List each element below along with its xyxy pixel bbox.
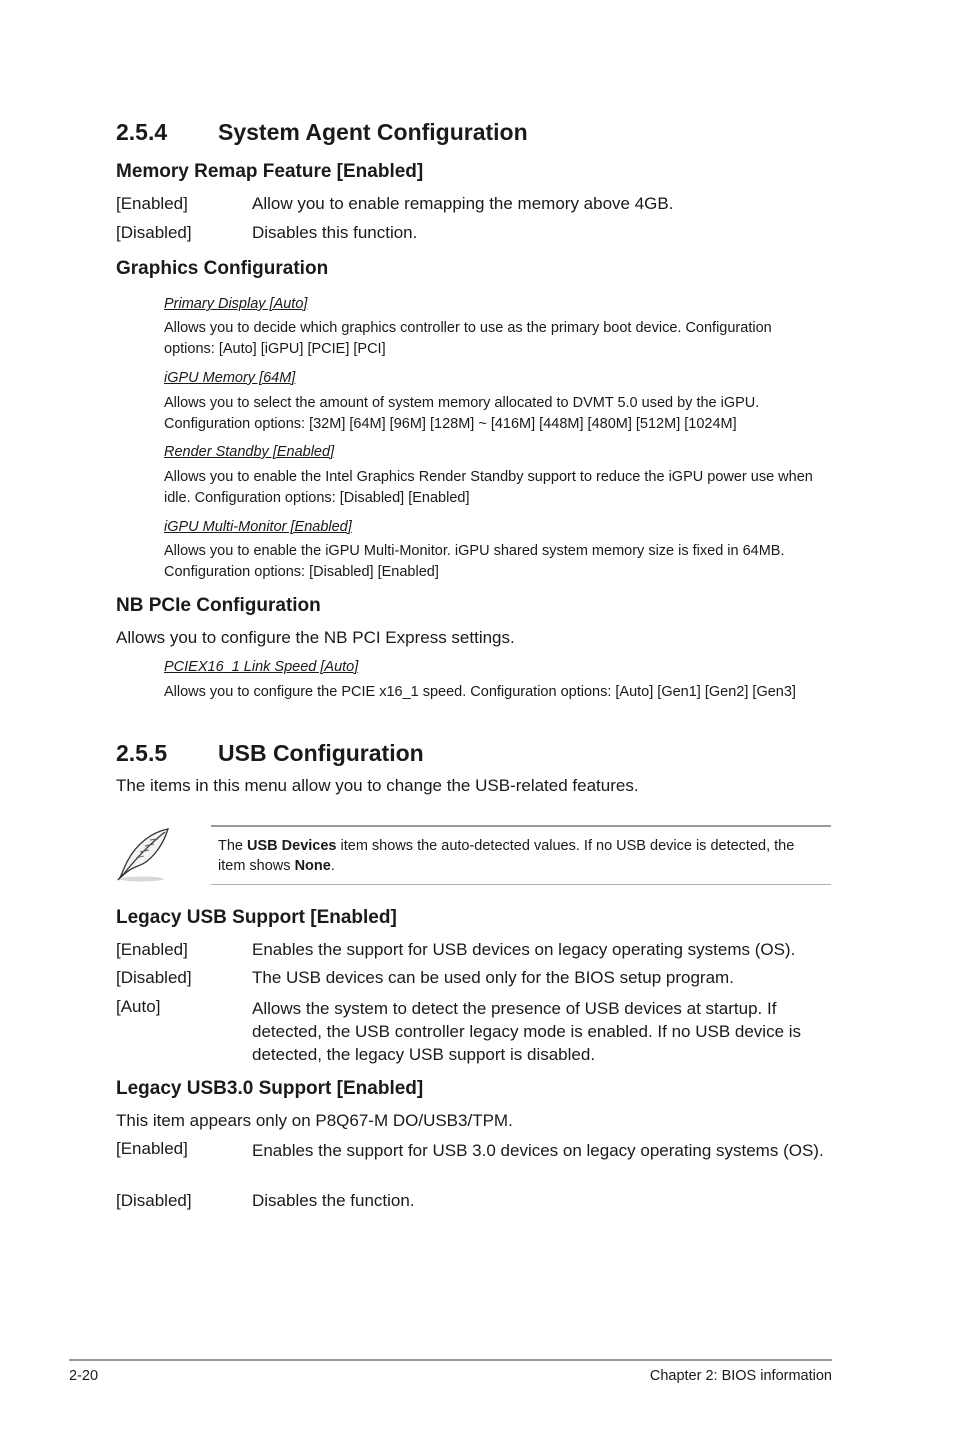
option-key: [Enabled] xyxy=(116,940,188,959)
section-heading-254 xyxy=(116,119,528,146)
pciex16-desc: Allows you to configure the PCIE x16_1 speed. Configuration options: [Auto] [Gen1] [Gen2] [Gen3] xyxy=(164,684,796,700)
section-heading-255 xyxy=(116,740,424,767)
section-title: System Agent Configuration xyxy=(218,119,528,145)
option-desc: Allows the system to detect the presence of USB devices at startup. If detected, the USB controller legacy mode is enabled. If no USB device is detected, the legacy USB support is disabled. xyxy=(252,999,802,1064)
igpu-memory-title: iGPU Memory [64M] xyxy=(164,370,296,386)
option-desc: Enables the support for USB 3.0 devices on legacy operating systems (OS). xyxy=(252,1141,824,1160)
option-desc: Allow you to enable remapping the memory above 4GB. xyxy=(252,194,674,213)
primary-display-title: Primary Display [Auto] xyxy=(164,296,308,312)
option-key: [Disabled] xyxy=(116,1191,192,1210)
usb-config-intro: The items in this menu allow you to change the USB-related features. xyxy=(116,776,639,795)
render-standby-desc: Allows you to enable the Intel Graphics Render Standby support to reduce the iGPU power use when idle. Configuration options: [Disabled] [Enabled] xyxy=(164,469,813,506)
graphics-config-heading: Graphics Configuration xyxy=(116,258,329,279)
nb-pcie-intro: Allows you to configure the NB PCI Express settings. xyxy=(116,628,515,647)
igpu-multimonitor-title: iGPU Multi-Monitor [Enabled] xyxy=(164,519,352,535)
legacy-usb3-intro: This item appears only on P8Q67-M DO/USB3/TPM. xyxy=(116,1111,513,1130)
note-top-rule xyxy=(211,825,831,827)
nb-pcie-heading: NB PCIe Configuration xyxy=(116,595,321,616)
note-text: . xyxy=(330,858,335,874)
usb-devices-note xyxy=(218,836,824,876)
igpu-memory-desc: Allows you to select the amount of system memory allocated to DVMT 5.0 used by the iGPU. Configuration options: [32M] [64M] [96M] [128M] ~ [416M] [448M] [480M] [512M] [1024M] xyxy=(164,395,760,432)
option-key: [Auto] xyxy=(116,997,161,1016)
option-desc: Enables the support for USB devices on legacy operating systems (OS). xyxy=(252,940,796,959)
legacy-usb3-heading: Legacy USB3.0 Support [Enabled] xyxy=(116,1078,424,1099)
option-desc: Disables this function. xyxy=(252,223,418,242)
option-key: [Enabled] xyxy=(116,194,188,213)
note-emphasis: USB Devices xyxy=(247,838,337,854)
note-bottom-rule xyxy=(211,884,831,885)
chapter-title: Chapter 2: BIOS information xyxy=(649,1368,832,1384)
section-number: 2.5.5 xyxy=(116,740,168,766)
legacy-usb-heading: Legacy USB Support [Enabled] xyxy=(116,907,397,928)
igpu-multimonitor-desc: Allows you to enable the iGPU Multi-Monitor. iGPU shared system memory size is fixed in 64MB. Configuration options: [Disabled] [Enabled] xyxy=(164,543,785,580)
note-text: item shows the auto-detected values. If no USB device is detected, the item shows xyxy=(218,838,795,874)
pciex16-title: PCIEX16_1 Link Speed [Auto] xyxy=(164,659,359,675)
option-key: [Disabled] xyxy=(116,223,192,242)
page-number: 2-20 xyxy=(69,1368,99,1384)
option-desc: Disables the function. xyxy=(252,1191,415,1210)
note-text: The xyxy=(218,838,248,854)
footer-rule xyxy=(69,1359,832,1361)
feather-pen-icon xyxy=(112,826,174,884)
option-desc: The USB devices can be used only for the BIOS setup program. xyxy=(252,968,734,987)
option-key: [Enabled] xyxy=(116,1139,188,1158)
note-emphasis: None xyxy=(294,858,331,874)
section-number: 2.5.4 xyxy=(116,119,168,145)
option-key: [Disabled] xyxy=(116,968,192,987)
primary-display-desc: Allows you to decide which graphics controller to use as the primary boot device. Configuration options: [Auto] [iGPU] [PCIE] [PCI] xyxy=(164,320,772,357)
section-title: USB Configuration xyxy=(218,740,424,766)
render-standby-title: Render Standby [Enabled] xyxy=(164,444,335,460)
memory-remap-heading: Memory Remap Feature [Enabled] xyxy=(116,161,424,182)
